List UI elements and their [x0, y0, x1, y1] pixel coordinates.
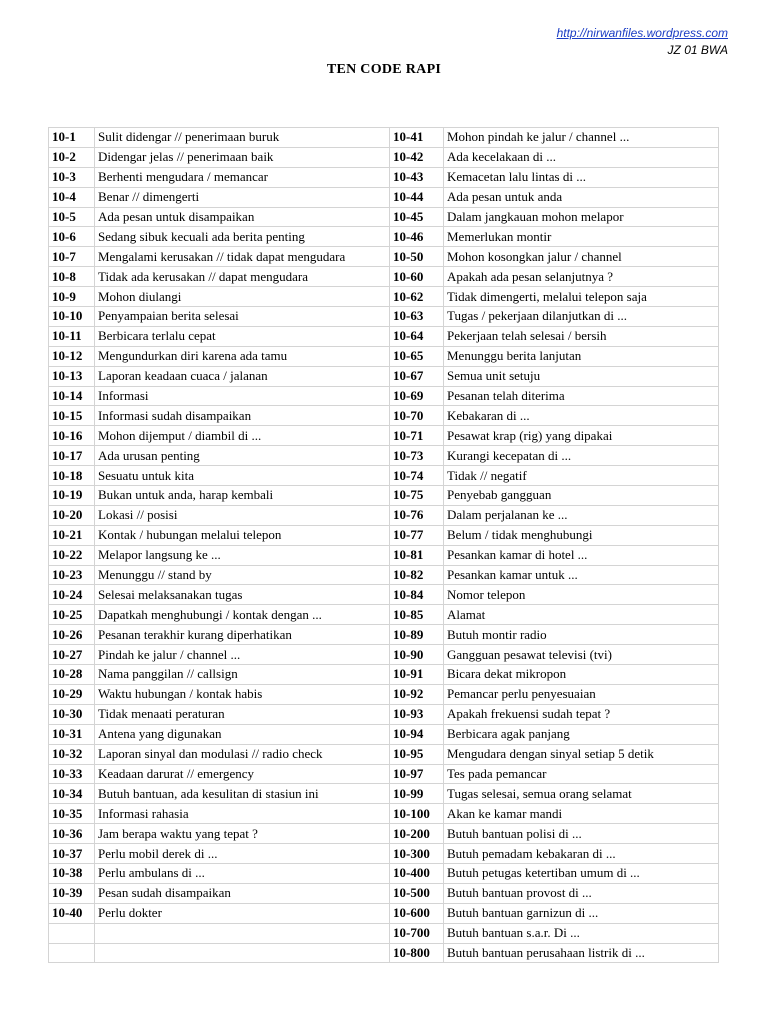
meaning-cell: Laporan sinyal dan modulasi // radio check [95, 744, 390, 764]
meaning-cell: Ada pesan untuk anda [444, 187, 719, 207]
table-row [49, 903, 390, 923]
table-row [390, 207, 719, 227]
code-cell: 10-17 [49, 446, 95, 466]
meaning-cell: Lokasi // posisi [95, 505, 390, 525]
table-row [49, 525, 390, 545]
meaning-cell: Sulit didengar // penerimaan buruk [95, 128, 390, 148]
code-cell: 10-93 [390, 704, 444, 724]
table-row [49, 287, 390, 307]
meaning-cell: Ada urusan penting [95, 446, 390, 466]
code-cell: 10-92 [390, 684, 444, 704]
table-row [390, 167, 719, 187]
meaning-cell: Memerlukan montir [444, 227, 719, 247]
code-cell: 10-46 [390, 227, 444, 247]
code-cell: 10-4 [49, 187, 95, 207]
meaning-cell: Butuh bantuan perusahaan listrik di ... [444, 943, 719, 963]
table-row [390, 466, 719, 486]
code-cell: 10-100 [390, 804, 444, 824]
code-cell: 10-74 [390, 466, 444, 486]
table-row [49, 844, 390, 864]
table-row [390, 426, 719, 446]
table-row [49, 565, 390, 585]
code-cell: 10-15 [49, 406, 95, 426]
table-row [49, 346, 390, 366]
table-row [49, 326, 390, 346]
code-cell: 10-95 [390, 744, 444, 764]
code-cell: 10-200 [390, 824, 444, 844]
table-row [49, 446, 390, 466]
meaning-cell: Butuh bantuan s.a.r. Di ... [444, 923, 719, 943]
code-cell: 10-77 [390, 525, 444, 545]
table-row [390, 665, 719, 685]
table-row [49, 207, 390, 227]
meaning-cell: Perlu mobil derek di ... [95, 844, 390, 864]
code-cell: 10-64 [390, 326, 444, 346]
meaning-cell: Pemancar perlu penyesuaian [444, 684, 719, 704]
code-cell: 10-29 [49, 684, 95, 704]
meaning-cell: Penyampaian berita selesai [95, 307, 390, 327]
table-row [390, 545, 719, 565]
code-cell: 10-30 [49, 704, 95, 724]
code-cell: 10-36 [49, 824, 95, 844]
code-cell: 10-63 [390, 307, 444, 327]
code-cell: 10-26 [49, 625, 95, 645]
table-row [390, 605, 719, 625]
code-cell: 10-43 [390, 167, 444, 187]
meaning-cell: Pesanan terakhir kurang diperhatikan [95, 625, 390, 645]
meaning-cell: Bukan untuk anda, harap kembali [95, 486, 390, 506]
meaning-cell: Informasi rahasia [95, 804, 390, 824]
meaning-cell: Jam berapa waktu yang tepat ? [95, 824, 390, 844]
table-row [390, 684, 719, 704]
table-row [49, 505, 390, 525]
meaning-cell: Mohon pindah ke jalur / channel ... [444, 128, 719, 148]
table-row [49, 406, 390, 426]
code-cell: 10-9 [49, 287, 95, 307]
table-row [49, 923, 390, 943]
code-cell: 10-12 [49, 346, 95, 366]
code-cell: 10-14 [49, 386, 95, 406]
code-cell: 10-18 [49, 466, 95, 486]
table-row [390, 943, 719, 963]
code-cell: 10-70 [390, 406, 444, 426]
table-row [49, 128, 390, 148]
meaning-cell: Informasi [95, 386, 390, 406]
meaning-cell: Tes pada pemancar [444, 764, 719, 784]
code-cell: 10-37 [49, 844, 95, 864]
code-cell: 10-85 [390, 605, 444, 625]
table-row [49, 625, 390, 645]
meaning-cell: Tugas selesai, semua orang selamat [444, 784, 719, 804]
table-row [49, 645, 390, 665]
code-cell: 10-21 [49, 525, 95, 545]
table-row [390, 784, 719, 804]
code-cell: 10-45 [390, 207, 444, 227]
meaning-cell: Tidak ada kerusakan // dapat mengudara [95, 267, 390, 287]
meaning-cell: Butuh pemadam kebakaran di ... [444, 844, 719, 864]
code-cell: 10-10 [49, 307, 95, 327]
meaning-cell: Mengalami kerusakan // tidak dapat mengudara [95, 247, 390, 267]
table-row [390, 147, 719, 167]
code-cell: 10-38 [49, 863, 95, 883]
meaning-cell: Keadaan darurat // emergency [95, 764, 390, 784]
table-row [390, 128, 719, 148]
code-cell: 10-75 [390, 486, 444, 506]
code-cell: 10-60 [390, 267, 444, 287]
table-row [49, 804, 390, 824]
meaning-cell: Melapor langsung ke ... [95, 545, 390, 565]
table-row [390, 844, 719, 864]
code-cell: 10-42 [390, 147, 444, 167]
code-cell: 10-32 [49, 744, 95, 764]
table-row [390, 704, 719, 724]
meaning-cell: Dalam perjalanan ke ... [444, 505, 719, 525]
table-row [49, 267, 390, 287]
meaning-cell: Tugas / pekerjaan dilanjutkan di ... [444, 307, 719, 327]
table-row [49, 466, 390, 486]
meaning-cell: Mengudara dengan sinyal setiap 5 detik [444, 744, 719, 764]
table-row [49, 744, 390, 764]
table-row [390, 187, 719, 207]
table-row [49, 147, 390, 167]
code-cell: 10-35 [49, 804, 95, 824]
table-row [390, 585, 719, 605]
meaning-cell [95, 923, 390, 943]
table-row [49, 247, 390, 267]
table-row [49, 486, 390, 506]
table-row [49, 545, 390, 565]
meaning-cell: Mohon kosongkan jalur / channel [444, 247, 719, 267]
meaning-cell: Nomor telepon [444, 585, 719, 605]
table-row [390, 525, 719, 545]
meaning-cell: Sedang sibuk kecuali ada berita penting [95, 227, 390, 247]
code-cell: 10-500 [390, 883, 444, 903]
code-cell: 10-600 [390, 903, 444, 923]
code-cell: 10-800 [390, 943, 444, 963]
table-row [49, 704, 390, 724]
meaning-cell: Berbicara agak panjang [444, 724, 719, 744]
code-cell: 10-33 [49, 764, 95, 784]
meaning-cell: Butuh bantuan, ada kesulitan di stasiun ini [95, 784, 390, 804]
table-row [49, 366, 390, 386]
code-cell: 10-5 [49, 207, 95, 227]
meaning-cell: Semua unit setuju [444, 366, 719, 386]
meaning-cell: Mohon dijemput / diambil di ... [95, 426, 390, 446]
table-row [390, 287, 719, 307]
meaning-cell: Berhenti mengudara / memancar [95, 167, 390, 187]
meaning-cell: Butuh petugas ketertiban umum di ... [444, 863, 719, 883]
table-row [390, 406, 719, 426]
meaning-cell: Tidak dimengerti, melalui telepon saja [444, 287, 719, 307]
code-cell: 10-76 [390, 505, 444, 525]
code-cell: 10-23 [49, 565, 95, 585]
code-cell: 10-34 [49, 784, 95, 804]
table-row [390, 883, 719, 903]
code-cell: 10-89 [390, 625, 444, 645]
code-cell: 10-7 [49, 247, 95, 267]
table-row [49, 863, 390, 883]
meaning-cell: Tidak // negatif [444, 466, 719, 486]
table-row [49, 605, 390, 625]
table-row [49, 883, 390, 903]
code-cell: 10-94 [390, 724, 444, 744]
code-cell [49, 923, 95, 943]
code-cell: 10-84 [390, 585, 444, 605]
meaning-cell: Selesai melaksanakan tugas [95, 585, 390, 605]
table-row [390, 744, 719, 764]
meaning-cell: Pindah ke jalur / channel ... [95, 645, 390, 665]
table-row [390, 366, 719, 386]
meaning-cell: Perlu dokter [95, 903, 390, 923]
meaning-cell: Pesanan telah diterima [444, 386, 719, 406]
meaning-cell: Informasi sudah disampaikan [95, 406, 390, 426]
code-cell: 10-1 [49, 128, 95, 148]
table-row [390, 486, 719, 506]
code-cell: 10-11 [49, 326, 95, 346]
page-title: TEN CODE RAPI [326, 62, 442, 77]
table-row [390, 227, 719, 247]
table-row [49, 167, 390, 187]
code-cell: 10-6 [49, 227, 95, 247]
meaning-cell: Sesuatu untuk kita [95, 466, 390, 486]
right-code-table [389, 127, 719, 963]
code-cell: 10-2 [49, 147, 95, 167]
meaning-cell: Bicara dekat mikropon [444, 665, 719, 685]
meaning-cell [95, 943, 390, 963]
table-row [390, 326, 719, 346]
meaning-cell: Apakah ada pesan selanjutnya ? [444, 267, 719, 287]
code-cell: 10-50 [390, 247, 444, 267]
table-row [390, 386, 719, 406]
meaning-cell: Pesan sudah disampaikan [95, 883, 390, 903]
table-row [390, 863, 719, 883]
code-cell: 10-24 [49, 585, 95, 605]
document-code: JZ 01 BWA [667, 43, 728, 57]
meaning-cell: Perlu ambulans di ... [95, 863, 390, 883]
table-row [390, 645, 719, 665]
code-cell: 10-28 [49, 665, 95, 685]
meaning-cell: Butuh bantuan polisi di ... [444, 824, 719, 844]
meaning-cell: Laporan keadaan cuaca / jalanan [95, 366, 390, 386]
table-row [390, 565, 719, 585]
table-row [390, 446, 719, 466]
code-cell: 10-39 [49, 883, 95, 903]
meaning-cell: Pesankan kamar di hotel ... [444, 545, 719, 565]
table-row [390, 505, 719, 525]
code-cell: 10-62 [390, 287, 444, 307]
meaning-cell: Dapatkah menghubungi / kontak dengan ... [95, 605, 390, 625]
table-row [390, 625, 719, 645]
meaning-cell: Butuh montir radio [444, 625, 719, 645]
code-cell: 10-65 [390, 346, 444, 366]
meaning-cell: Belum / tidak menghubungi [444, 525, 719, 545]
meaning-cell: Pekerjaan telah selesai / bersih [444, 326, 719, 346]
meaning-cell: Kemacetan lalu lintas di ... [444, 167, 719, 187]
code-cell: 10-90 [390, 645, 444, 665]
meaning-cell: Kebakaran di ... [444, 406, 719, 426]
table-row [49, 724, 390, 744]
meaning-cell: Akan ke kamar mandi [444, 804, 719, 824]
meaning-cell: Gangguan pesawat televisi (tvi) [444, 645, 719, 665]
table-row [49, 187, 390, 207]
code-cell: 10-400 [390, 863, 444, 883]
code-cell: 10-8 [49, 267, 95, 287]
code-cell: 10-3 [49, 167, 95, 187]
table-row [49, 585, 390, 605]
table-row [390, 724, 719, 744]
code-cell: 10-71 [390, 426, 444, 446]
table-row [49, 227, 390, 247]
code-cell: 10-300 [390, 844, 444, 864]
meaning-cell: Menunggu berita lanjutan [444, 346, 719, 366]
meaning-cell: Nama panggilan // callsign [95, 665, 390, 685]
code-cell: 10-97 [390, 764, 444, 784]
code-cell: 10-27 [49, 645, 95, 665]
meaning-cell: Apakah frekuensi sudah tepat ? [444, 704, 719, 724]
table-row [390, 923, 719, 943]
code-cell: 10-20 [49, 505, 95, 525]
table-row [390, 824, 719, 844]
code-cell: 10-91 [390, 665, 444, 685]
table-row [49, 824, 390, 844]
table-row [49, 386, 390, 406]
meaning-cell: Kontak / hubungan melalui telepon [95, 525, 390, 545]
code-cell [49, 943, 95, 963]
code-cell: 10-41 [390, 128, 444, 148]
table-row [390, 307, 719, 327]
code-cell: 10-16 [49, 426, 95, 446]
table-row [390, 346, 719, 366]
code-cell: 10-19 [49, 486, 95, 506]
left-code-table [48, 127, 390, 963]
source-url-link[interactable]: http://nirwanfiles.wordpress.com [556, 26, 728, 40]
table-row [49, 307, 390, 327]
code-cell: 10-22 [49, 545, 95, 565]
code-cell: 10-25 [49, 605, 95, 625]
code-cell: 10-44 [390, 187, 444, 207]
meaning-cell: Ada kecelakaan di ... [444, 147, 719, 167]
table-row [390, 267, 719, 287]
meaning-cell: Butuh bantuan provost di ... [444, 883, 719, 903]
table-row [49, 764, 390, 784]
meaning-cell: Kurangi kecepatan di ... [444, 446, 719, 466]
table-row [390, 804, 719, 824]
meaning-cell: Pesawat krap (rig) yang dipakai [444, 426, 719, 446]
meaning-cell: Pesankan kamar untuk ... [444, 565, 719, 585]
table-row [390, 247, 719, 267]
meaning-cell: Waktu hubungan / kontak habis [95, 684, 390, 704]
table-row [390, 764, 719, 784]
meaning-cell: Berbicara terlalu cepat [95, 326, 390, 346]
meaning-cell: Penyebab gangguan [444, 486, 719, 506]
meaning-cell: Butuh bantuan garnizun di ... [444, 903, 719, 923]
meaning-cell: Tidak menaati peraturan [95, 704, 390, 724]
meaning-cell: Alamat [444, 605, 719, 625]
code-cell: 10-40 [49, 903, 95, 923]
code-cell: 10-99 [390, 784, 444, 804]
code-cell: 10-82 [390, 565, 444, 585]
table-row [49, 943, 390, 963]
code-cell: 10-31 [49, 724, 95, 744]
code-cell: 10-67 [390, 366, 444, 386]
code-cell: 10-73 [390, 446, 444, 466]
code-cell: 10-81 [390, 545, 444, 565]
meaning-cell: Ada pesan untuk disampaikan [95, 207, 390, 227]
table-row [49, 784, 390, 804]
meaning-cell: Didengar jelas // penerimaan baik [95, 147, 390, 167]
table-row [390, 903, 719, 923]
meaning-cell: Benar // dimengerti [95, 187, 390, 207]
code-tables [48, 127, 718, 963]
meaning-cell: Menunggu // stand by [95, 565, 390, 585]
table-row [49, 426, 390, 446]
meaning-cell: Dalam jangkauan mohon melapor [444, 207, 719, 227]
meaning-cell: Mohon diulangi [95, 287, 390, 307]
table-row [49, 665, 390, 685]
code-cell: 10-69 [390, 386, 444, 406]
meaning-cell: Antena yang digunakan [95, 724, 390, 744]
code-cell: 10-700 [390, 923, 444, 943]
table-row [49, 684, 390, 704]
code-cell: 10-13 [49, 366, 95, 386]
meaning-cell: Mengundurkan diri karena ada tamu [95, 346, 390, 366]
